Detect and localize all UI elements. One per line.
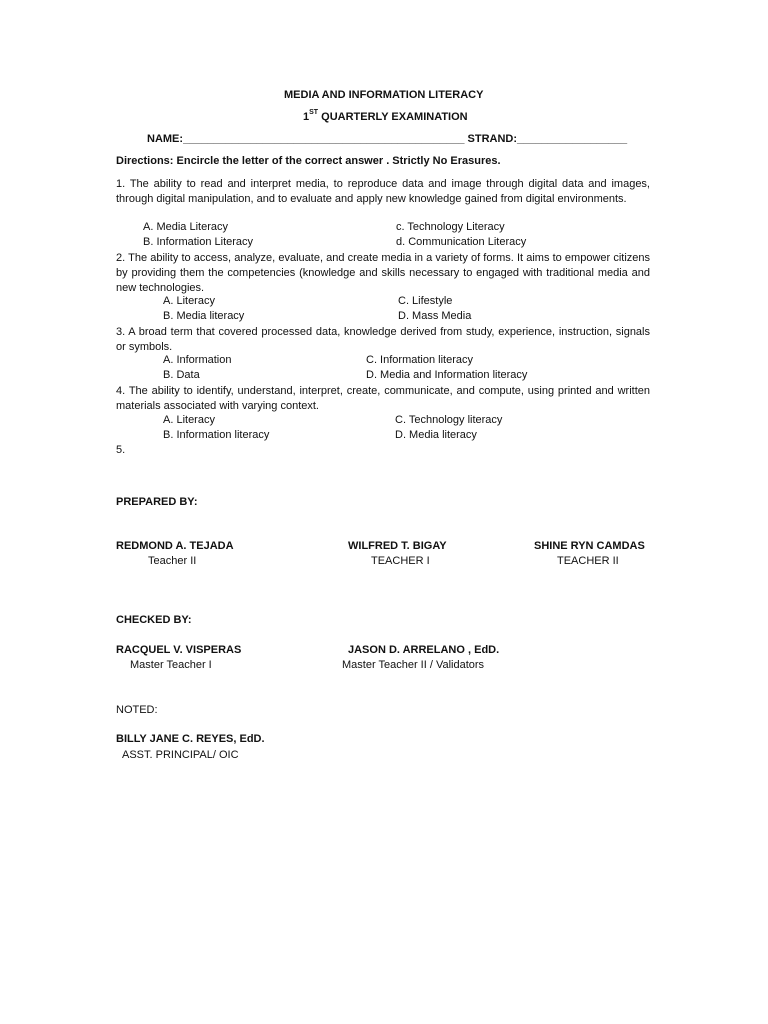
- checker-1-role: Master Teacher I: [130, 659, 212, 671]
- question-3-text: 3. A broad term that covered processed data, knowledge derived from study, experience, instruction, signals or symbols.: [116, 326, 650, 353]
- question-4-choice-a: A. Literacy: [163, 414, 215, 426]
- question-2-text: 2. The ability to access, analyze, evaluate, and create media in a variety of forms. It aims to empower citizens by providing them the competencies (knowledge and skills necessary to engaged with traditional media and new technologies.: [116, 252, 650, 294]
- name-blank: ______________________________________________: [183, 133, 465, 145]
- question-1-choice-d: d. Communication Literacy: [396, 236, 527, 248]
- directions: Directions: Encircle the letter of the correct answer . Strictly No Erasures.: [116, 155, 501, 167]
- exam-subtitle: [303, 111, 468, 123]
- question-2-choice-a: A. Literacy: [163, 295, 215, 307]
- prepared-by-label: PREPARED BY:: [116, 496, 198, 508]
- question-2-choice-b: B. Media literacy: [163, 310, 245, 322]
- name-label: NAME:: [147, 133, 184, 145]
- noted-label: NOTED:: [116, 704, 158, 716]
- question-2-choice-d: D. Mass Media: [398, 310, 472, 322]
- checked-by-label: CHECKED BY:: [116, 614, 192, 626]
- question-4-choice-d: D. Media literacy: [395, 429, 477, 441]
- checker-1-name: RACQUEL V. VISPERAS: [116, 644, 242, 656]
- preparer-2-name: WILFRED T. BIGAY: [348, 540, 447, 552]
- preparer-1-role: Teacher II: [148, 555, 197, 567]
- question-1-choice-b: B. Information Literacy: [143, 236, 254, 248]
- question-3-choice-b: B. Data: [163, 369, 200, 381]
- noter-name: BILLY JANE C. REYES, EdD.: [116, 733, 265, 745]
- noter-role: ASST. PRINCIPAL/ OIC: [122, 749, 239, 761]
- question-1-choice-c: c. Technology Literacy: [396, 221, 505, 233]
- question-3-choice-d: D. Media and Information literacy: [366, 369, 528, 381]
- name-strand-line: [147, 133, 627, 145]
- question-4-choice-c: C. Technology literacy: [395, 414, 503, 426]
- exam-number: 1: [303, 111, 310, 123]
- question-3-choice-a: A. Information: [163, 354, 232, 366]
- strand-label: STRAND:: [467, 133, 518, 145]
- question-1-choice-a: A. Media Literacy: [143, 221, 228, 233]
- preparer-3-name: SHINE RYN CAMDAS: [534, 540, 645, 552]
- exam-superscript: ST: [309, 109, 319, 117]
- document-title: MEDIA AND INFORMATION LITERACY: [284, 89, 484, 101]
- question-3-choice-c: C. Information literacy: [366, 354, 473, 366]
- question-1-text: 1. The ability to read and interpret media, to reproduce data and image through digital data and images, through digital manipulation, and to evaluate and apply new knowledge gained from digital environments.: [116, 178, 650, 205]
- exam-label: QUARTERLY EXAMINATION: [318, 111, 468, 123]
- question-5-number: 5.: [116, 444, 126, 456]
- checker-2-role: Master Teacher II / Validators: [342, 659, 485, 671]
- checker-2-name: JASON D. ARRELANO , EdD.: [348, 644, 500, 656]
- strand-blank: __________________: [517, 133, 628, 145]
- question-2-choice-c: C. Lifestyle: [398, 295, 453, 307]
- question-4-choice-b: B. Information literacy: [163, 429, 270, 441]
- preparer-2-role: TEACHER I: [371, 555, 430, 567]
- question-4-text: 4. The ability to identify, understand, interpret, create, communicate, and compute, using printed and written materials associated with varying context.: [116, 385, 650, 412]
- preparer-3-role: TEACHER II: [557, 555, 619, 567]
- preparer-1-name: REDMOND A. TEJADA: [116, 540, 234, 552]
